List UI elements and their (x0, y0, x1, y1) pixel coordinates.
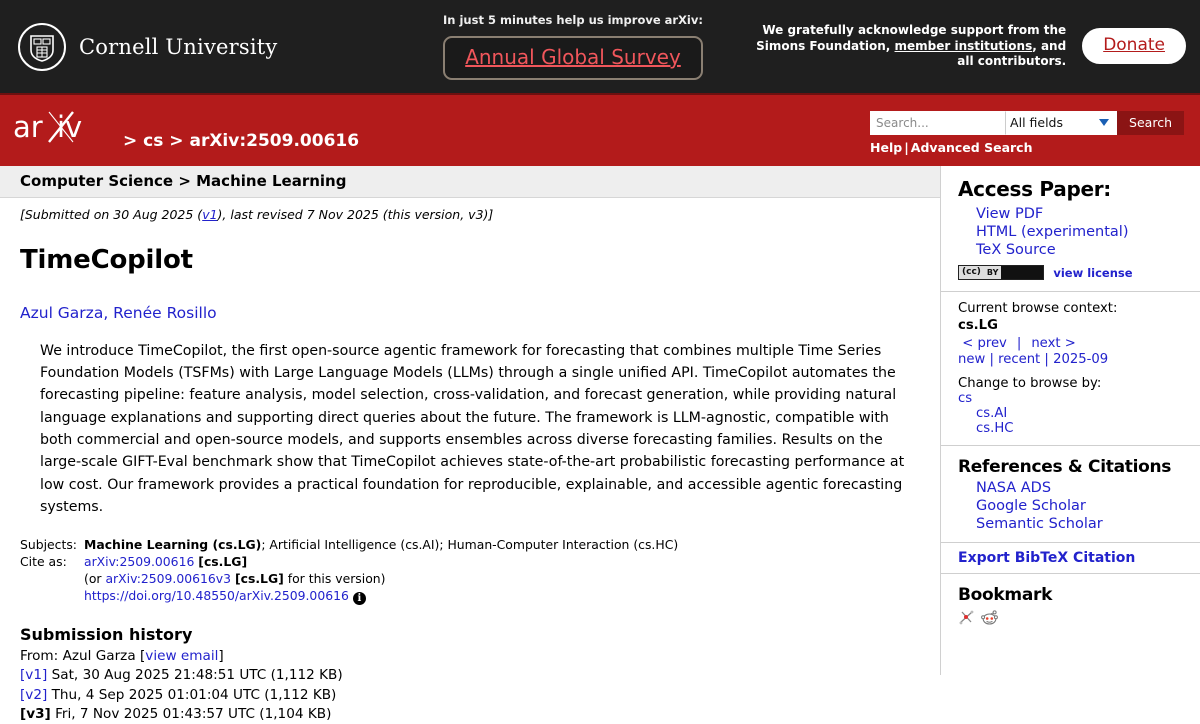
sep-1: | (985, 351, 999, 367)
survey-lead-text: In just 5 minutes help us improve arXiv: (443, 13, 703, 27)
dateline-pre: [Submitted on 30 Aug 2025 ( (20, 207, 203, 222)
author-separator: , (103, 303, 114, 322)
cc-by-license-icon[interactable] (958, 265, 1044, 280)
version-current-v3: [v3] (20, 706, 51, 723)
table-row (20, 571, 678, 588)
version-link-v1[interactable]: [v1] (20, 667, 48, 684)
doi-link[interactable]: https://doi.org/10.48550/arXiv.2509.00616 (84, 588, 349, 604)
subject-rest: ; Artificial Intelligence (cs.AI); Human-Computer Interaction (cs.HC) (261, 537, 679, 553)
donate-button[interactable]: Donate (1082, 28, 1186, 64)
export-bibtex-box (941, 543, 1200, 574)
cite-arxiv-id-link[interactable]: arXiv:2509.00616 (84, 554, 195, 570)
spacer-cell (20, 571, 84, 588)
browse-parent-link[interactable]: cs (958, 390, 973, 406)
author-link[interactable]: Azul Garza (20, 303, 104, 322)
dateline-post: ), last revised 7 Nov 2025 (this version, v3)] (217, 207, 494, 222)
table-row (20, 588, 678, 607)
breadcrumb-text (123, 131, 359, 151)
search-field-selected-label: All fields (1010, 115, 1064, 130)
arxiv-breadcrumb (13, 106, 359, 155)
dateline-v1-link[interactable]: v1 (202, 207, 218, 222)
main-content-column (0, 166, 941, 723)
page-title: TimeCopilot (20, 245, 193, 276)
advanced-search-link[interactable]: Advanced Search (910, 139, 1033, 155)
version-detail-v1: Sat, 30 Aug 2025 21:48:51 UTC (1,112 KB) (47, 667, 343, 684)
new-link[interactable]: new (958, 351, 986, 367)
breadcrumb-sep-2: > (169, 131, 184, 151)
search-area (870, 107, 1184, 155)
info-icon[interactable]: i (353, 592, 366, 605)
chevron-down-icon (1099, 119, 1109, 126)
author-link[interactable]: Renée Rosillo (113, 303, 217, 322)
svg-text:iv: iv (57, 110, 83, 144)
recent-link[interactable]: recent (998, 351, 1041, 367)
prev-next-nav (958, 336, 1200, 351)
browse-child-link-cshc[interactable]: cs.HC (976, 420, 1014, 436)
html-experimental-link[interactable]: HTML (experimental) (976, 224, 1129, 241)
cornell-top-bar (0, 0, 1200, 93)
annual-global-survey-button[interactable]: Annual Global Survey (443, 36, 703, 80)
ack-line-3: all contributors. (957, 54, 1067, 69)
breadcrumb-sep-1: > (123, 131, 138, 151)
search-button[interactable]: Search (1117, 111, 1184, 135)
list-item (20, 686, 940, 705)
from-label: From: Azul Garza [ (20, 648, 146, 665)
links-separator: | (904, 139, 909, 155)
submission-history-heading: Submission history (20, 625, 193, 645)
acknowledgement-text (756, 23, 1066, 70)
cite-version-pre: (or (84, 571, 106, 587)
browse-quick-links (958, 352, 1200, 367)
table-row (20, 554, 678, 571)
version-link-v2[interactable]: [v2] (20, 686, 48, 703)
paper-metadata-table (20, 537, 678, 607)
view-email-link[interactable]: view email (145, 648, 219, 665)
subject-primary-link[interactable]: Computer Science (20, 172, 174, 190)
submission-from-line (20, 647, 940, 666)
member-institutions-link[interactable]: member institutions (894, 38, 1033, 53)
spacer-cell (20, 588, 84, 607)
references-citations-box (941, 446, 1200, 543)
search-row (870, 111, 1184, 135)
cornell-seal-icon (18, 23, 66, 71)
access-paper-box (941, 166, 1200, 292)
ack-line-2-pre: Simons Foundation, (756, 38, 895, 53)
export-bibtex-link[interactable]: Export BibTeX Citation (958, 549, 1136, 566)
search-field-select[interactable] (1005, 111, 1117, 135)
version-detail-v3: Fri, 7 Nov 2025 01:43:57 UTC (1,104 KB) (50, 706, 332, 723)
ack-line-2-post: , and (1032, 38, 1067, 53)
acknowledgement-block (756, 23, 1186, 70)
subject-primary: Machine Learning (cs.LG) (84, 537, 262, 553)
abstract-text: We introduce TimeCopilot, the first open-source agentic framework for forecasting that combines multiple Time Series Foundation Models (TSFMs) with Large Language Models (LLMs) through a single unified API. TimeCopilot automates the forecasting pipeline: feature analysis, model selection, cross-validation, and forecast generation, while providing natural language explanations and supporting direct queries about the future. The framework is LLM-agnostic, compatible with both commercial and open-source models, and supports ensembles across diverse forecasting families. Results on the large-scale GIFT-Eval benchmark show that TimeCopilot achieves state-of-the-art probabilistic forecasting performance at low cost. Our framework provides a practical foundation for reproducible, explainable, and accessible agentic forecasting systems. (40, 342, 905, 515)
browse-context-label: Current browse context: (958, 301, 1118, 317)
cornell-brand[interactable] (18, 23, 438, 71)
next-link[interactable]: next > (1031, 335, 1076, 351)
svg-text:ar: ar (13, 110, 43, 144)
view-pdf-link[interactable]: View PDF (976, 206, 1044, 222)
bibsonomy-icon[interactable] (958, 609, 975, 626)
license-row (958, 265, 1200, 280)
browse-context-box (941, 292, 1200, 445)
author-list (0, 293, 940, 322)
search-input[interactable] (870, 111, 1005, 135)
prev-link[interactable]: < prev (962, 335, 1007, 351)
subject-secondary-link[interactable]: Machine Learning (196, 172, 347, 190)
by-mark: BY (984, 266, 1001, 279)
doi-value (84, 588, 678, 607)
bookmark-box (941, 574, 1200, 635)
cite-version-link[interactable]: arXiv:2509.00616v3 (105, 571, 232, 587)
sep-2: | (1040, 351, 1054, 367)
browse-child-link-csai[interactable]: cs.AI (976, 405, 1008, 421)
page-body (0, 166, 1200, 723)
cite-version-category: [cs.LG] (234, 571, 284, 587)
bookmark-heading: Bookmark (958, 584, 1053, 605)
references-heading: References & Citations (958, 456, 1172, 477)
table-row (20, 537, 678, 554)
semantic-scholar-link[interactable]: Semantic Scholar (976, 515, 1103, 532)
ack-line-2 (756, 39, 1066, 55)
browse-context-value: cs.LG (958, 317, 998, 333)
submission-dateline (0, 198, 940, 222)
access-paper-heading: Access Paper: (958, 177, 1111, 201)
survey-promo (438, 13, 708, 80)
sidebar (941, 166, 1200, 675)
cite-version-value (84, 571, 678, 588)
reddit-icon[interactable] (981, 609, 998, 626)
month-link[interactable]: 2025-09 (1053, 351, 1109, 367)
nasa-ads-link[interactable]: NASA ADS (976, 479, 1052, 496)
subject-band-separator: > (178, 172, 191, 190)
help-link[interactable]: Help (870, 139, 903, 155)
breadcrumb-paper-id: arXiv:2509.00616 (189, 131, 360, 151)
breadcrumb-archive-link[interactable]: cs (143, 131, 164, 151)
subjects-label: Subjects: (20, 537, 77, 553)
view-license-link[interactable]: view license (1053, 265, 1133, 280)
subjects-value (84, 537, 678, 554)
arxiv-logo-icon[interactable] (13, 106, 115, 150)
ack-line-1: We gratefully acknowledge support from the (762, 22, 1067, 37)
google-scholar-link[interactable]: Google Scholar (976, 497, 1086, 514)
tex-source-link[interactable]: TeX Source (976, 242, 1056, 259)
from-label-close: ] (218, 648, 224, 665)
cc-badge-fill (1001, 266, 1043, 279)
cite-version-post: for this version) (283, 571, 386, 587)
cite-as-value (84, 554, 678, 571)
list-item (20, 666, 940, 685)
cc-mark: (cc) (959, 266, 984, 279)
version-detail-v2: Thu, 4 Sep 2025 01:01:04 UTC (1,112 KB) (47, 686, 337, 703)
change-browse-label: Change to browse by: (958, 375, 1102, 391)
cite-category: [cs.LG] (198, 554, 248, 570)
cite-as-label: Cite as: (20, 554, 67, 570)
bookmark-icon-row (958, 609, 1200, 626)
list-item (20, 705, 940, 724)
subject-breadcrumb-band (0, 166, 940, 198)
cornell-university-label: Cornell University (79, 34, 278, 59)
arxiv-header-bar (0, 93, 1200, 166)
search-helper-links (870, 140, 1032, 155)
nav-pipe: | (1016, 335, 1022, 351)
